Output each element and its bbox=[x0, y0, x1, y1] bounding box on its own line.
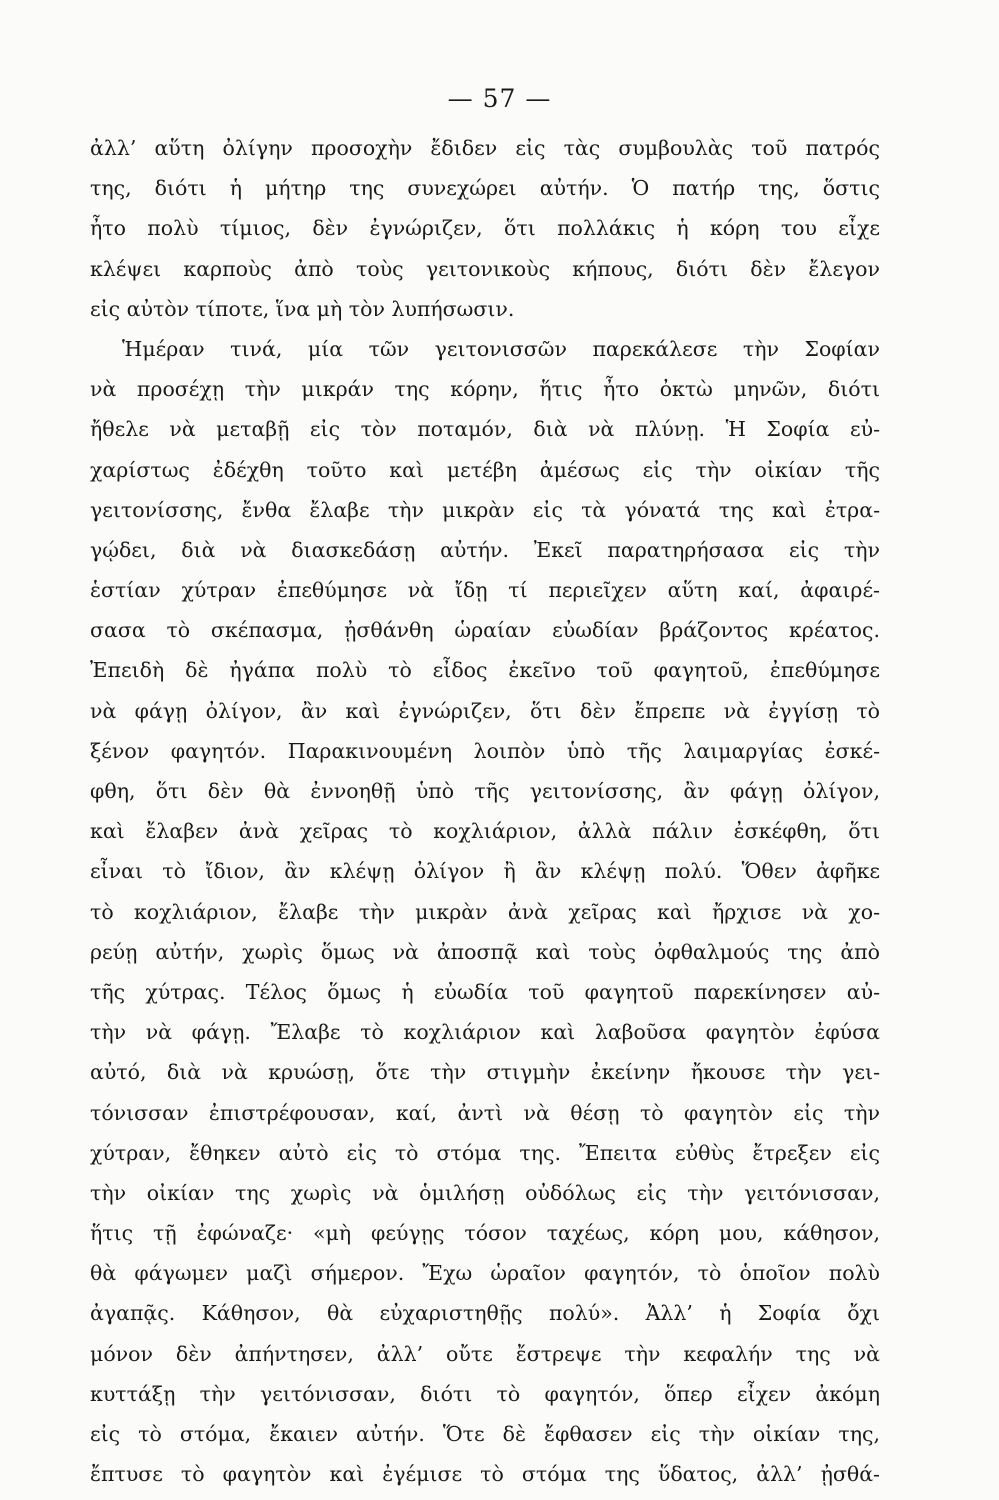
text-line: ἤθελε νὰ μεταβῇ εἰς τὸν ποταμόν, διὰ νὰ πλύνῃ. Ἡ Σοφία εὐ- bbox=[90, 417, 880, 442]
text-line: εἰς αὐτὸν τίποτε, ἵνα μὴ τὸν λυπήσωσιν. bbox=[90, 296, 515, 321]
text-line: χαρίστως ἐδέχθη τοῦτο καὶ μετέβη ἀμέσως εἰς τὴν οἰκίαν τῆς bbox=[90, 457, 880, 482]
text-line: Ἐπειδὴ δὲ ἠγάπα πολὺ τὸ εἶδος ἐκεῖνο τοῦ φαγητοῦ, ἐπεθύμησε bbox=[90, 658, 880, 683]
text-line: τὴν οἰκίαν της χωρὶς νὰ ὁμιλήσῃ οὐδόλως εἰς τὴν γειτόνισσαν, bbox=[90, 1180, 880, 1205]
text-line: χύτραν, ἔθηκεν αὐτὸ εἰς τὸ στόμα της. Ἔπειτα εὐθὺς ἔτρεξεν εἰς bbox=[90, 1140, 880, 1165]
text-line: ξένον φαγητόν. Παρακινουμένη λοιπὸν ὑπὸ τῆς λαιμαργίας ἐσκέ- bbox=[90, 738, 880, 763]
text-line: σασα τὸ σκέπασμα, ᾐσθάνθη ὡραίαν εὐωδίαν βράζοντος κρέατος. bbox=[90, 618, 880, 643]
text-line: τόνισσαν ἐπιστρέφουσαν, καί, ἀντὶ νὰ θέσῃ τὸ φαγητὸν εἰς τὴν bbox=[90, 1100, 880, 1125]
text-line: μόνον δὲν ἀπήντησεν, ἀλλ’ οὔτε ἔστρεψε τὴν κεφαλήν της νὰ bbox=[90, 1341, 880, 1366]
text-line: καὶ ἔλαβεν ἀνὰ χεῖρας τὸ κοχλιάριον, ἀλλὰ πάλιν ἐσκέφθη, ὅτι bbox=[90, 819, 880, 844]
text-line: εἰς τὸ στόμα, ἔκαιεν αὐτήν. Ὅτε δὲ ἔφθασεν εἰς τὴν οἰκίαν της, bbox=[90, 1422, 880, 1446]
text-line: θὰ φάγωμεν μαζὶ σήμερον. Ἔχω ὡραῖον φαγητόν, τὸ ὁποῖον πολὺ bbox=[90, 1261, 880, 1286]
text-line: τὴν νὰ φάγῃ. Ἔλαβε τὸ κοχλιάριον καὶ λαβοῦσα φαγητὸν ἐφύσα bbox=[90, 1020, 880, 1045]
text-line: της, διότι ἡ μήτηρ της συνεχώρει αὐτήν. Ὁ πατήρ της, ὅστις bbox=[90, 176, 880, 201]
text-line: ἀγαπᾷς. Κάθησον, θὰ εὐχαριστηθῇς πολύ». Ἀλλ’ ἡ Σοφία ὄχι bbox=[90, 1301, 880, 1326]
text-line: ἥτις τῇ ἐφώναζε· «μὴ φεύγῃς τόσον ταχέως, κόρη μου, κάθησον, bbox=[90, 1221, 880, 1246]
text-line: εἶναι τὸ ἴδιον, ἂν κλέψῃ ὀλίγον ἢ ἂν κλέψῃ πολύ. Ὅθεν ἀφῆκε bbox=[90, 859, 880, 884]
text-line: φθη, ὅτι δὲν θὰ ἐννοηθῇ ὑπὸ τῆς γειτονίσσης, ἂν φάγῃ ὀλίγον, bbox=[90, 779, 880, 803]
text-line: γῴδει, διὰ νὰ διασκεδάσῃ αὐτήν. Ἐκεῖ παρατηρήσασα εἰς τὴν bbox=[90, 537, 880, 562]
text-line: κυττάξῃ τὴν γειτόνισσαν, διότι τὸ φαγητόν, ὅπερ εἶχεν ἀκόμη bbox=[90, 1381, 880, 1406]
text-line: ἦτο πολὺ τίμιος, δὲν ἐγνώριζεν, ὅτι πολλάκις ἡ κόρη του εἶχε bbox=[90, 216, 880, 241]
text-line: Ἡμέραν τινά, μία τῶν γειτονισσῶν παρεκάλεσε τὴν Σοφίαν bbox=[122, 336, 880, 361]
text-line: νὰ προσέχῃ τὴν μικράν της κόρην, ἥτις ἦτο ὀκτὼ μηνῶν, διότι bbox=[90, 377, 880, 402]
text-line: κλέψει καρποὺς ἀπὸ τοὺς γειτονικοὺς κήπους, διότι δὲν ἔλεγον bbox=[90, 256, 880, 281]
text-line: ἑστίαν χύτραν ἐπεθύμησε νὰ ἴδῃ τί περιεῖχεν αὕτη καί, ἀφαιρέ- bbox=[90, 578, 880, 603]
text-line: νὰ φάγῃ ὀλίγον, ἂν καὶ ἐγνώριζεν, ὅτι δὲν ἔπρεπε νὰ ἐγγίσῃ τὸ bbox=[90, 698, 880, 723]
text-line: ρεύῃ αὐτήν, χωρὶς ὅμως νὰ ἀποσπᾷ καὶ τοὺς ὀφθαλμούς της ἀπὸ bbox=[90, 939, 880, 964]
text-line: ἔπτυσε τὸ φαγητὸν καὶ ἐγέμισε τὸ στόμα της ὕδατος, ἀλλ’ ᾐσθά- bbox=[90, 1462, 880, 1487]
text-line: αὐτό, διὰ νὰ κρυώσῃ, ὅτε τὴν στιγμὴν ἐκείνην ἤκουσε τὴν γει- bbox=[90, 1060, 880, 1085]
text-line: γειτονίσσης, ἔνθα ἔλαβε τὴν μικρὰν εἰς τὰ γόνατά της καὶ ἐτρα- bbox=[90, 497, 880, 522]
body-text bbox=[90, 128, 880, 1494]
text-line: τὸ κοχλιάριον, ἔλαβε τὴν μικρὰν ἀνὰ χεῖρας καὶ ἤρχισε νὰ χο- bbox=[90, 899, 880, 924]
page-number: — 57 — bbox=[447, 84, 552, 113]
text-line: τῆς χύτρας. Τέλος ὅμως ἡ εὐωδία τοῦ φαγητοῦ παρεκίνησεν αὐ- bbox=[90, 979, 880, 1004]
text-line: ἀλλ’ αὕτη ὀλίγην προσοχὴν ἔδιδεν εἰς τὰς συμβουλὰς τοῦ πατρός bbox=[90, 136, 880, 160]
